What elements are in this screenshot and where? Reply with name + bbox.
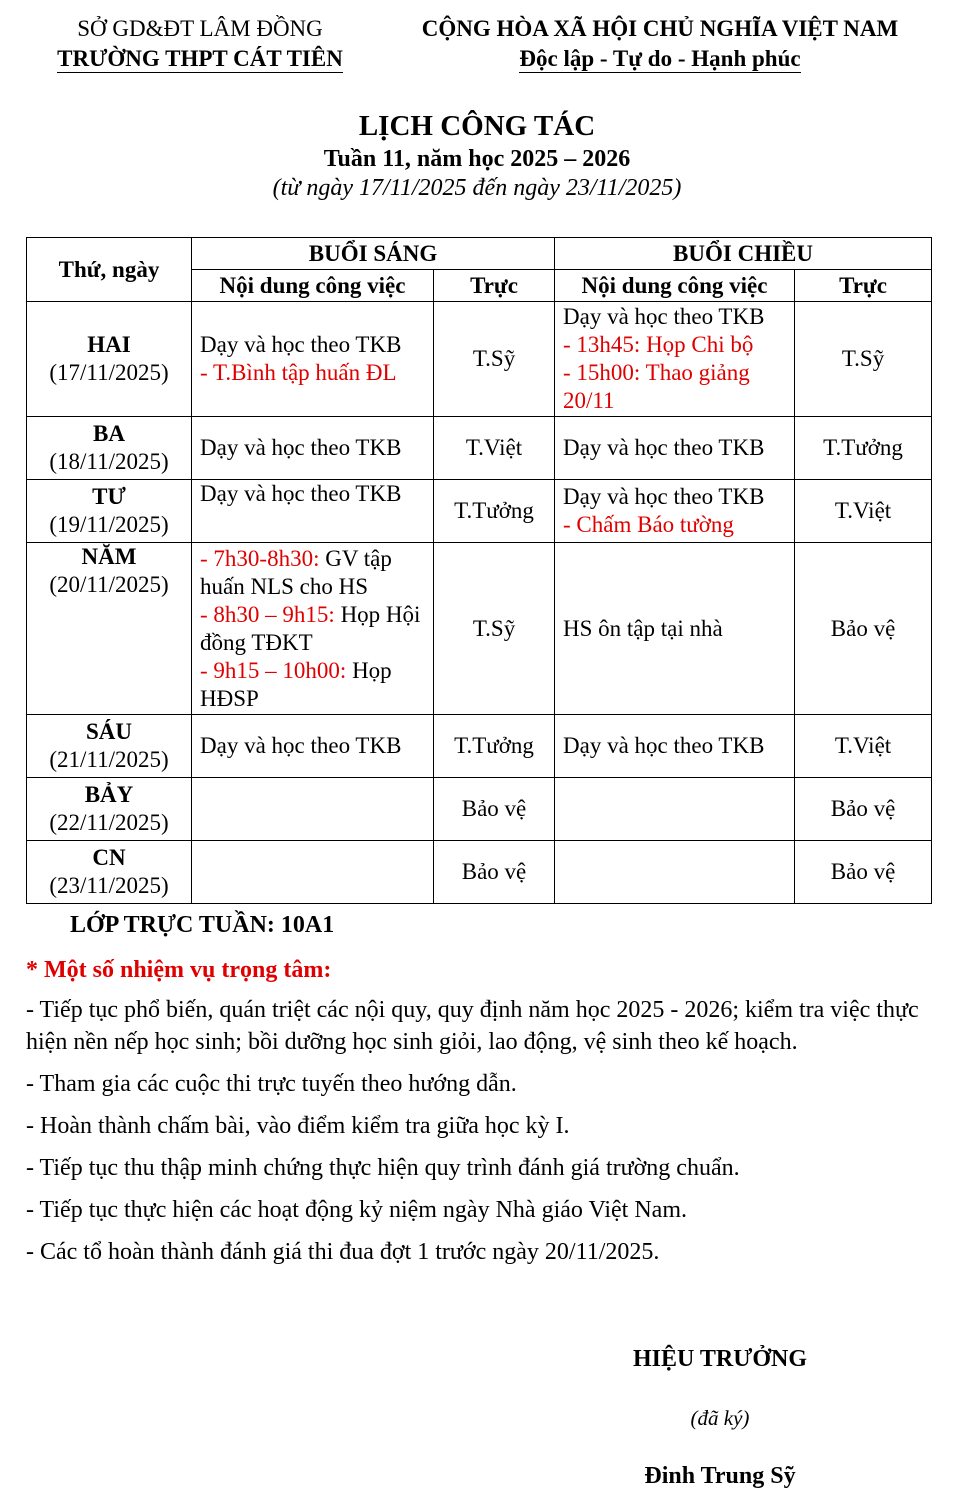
morning-content: Dạy và học theo TKB: [192, 480, 434, 543]
task-item: - Tham gia các cuộc thi trực tuyến theo hướng dẫn.: [26, 1071, 517, 1097]
day-cell: BA (18/11/2025): [27, 417, 192, 480]
morning-content: [192, 841, 434, 904]
day-cell: SÁU (21/11/2025): [27, 715, 192, 778]
key-tasks-heading: * Một số nhiệm vụ trọng tâm:: [26, 957, 332, 983]
morning-content: [192, 778, 434, 841]
morning-header: BUỔI SÁNG: [192, 238, 555, 270]
task-item: - Tiếp tục phổ biến, quán triệt các nội quy, quy định năm học 2025 - 2026; kiểm tra việc thực hiện nền nếp học sinh; bồi dưỡng học sinh giỏi, lao động, vệ sinh theo kế hoạch.: [26, 997, 919, 1055]
afternoon-content: Dạy và học theo TKB - 13h45: Họp Chi bộ - 15h00: Thao giảng 20/11: [555, 302, 795, 417]
document-title: LỊCH CÔNG TÁC: [358, 110, 596, 142]
schedule-table: [26, 237, 932, 904]
afternoon-content-header: Nội dung công việc: [555, 270, 795, 302]
date-range: (từ ngày 17/11/2025 đến ngày 23/11/2025): [272, 175, 682, 201]
table-row: [27, 715, 932, 778]
week-title: Tuần 11, năm học 2025 – 2026: [323, 146, 631, 172]
task-item: - Các tổ hoàn thành đánh giá thi đua đợt 1 trước ngày 20/11/2025.: [26, 1239, 660, 1265]
signer-name: Đinh Trung Sỹ: [644, 1463, 796, 1489]
table-row: [27, 417, 932, 480]
country-name: CỘNG HÒA XÃ HỘI CHỦ NGHĨA VIỆT NAM: [421, 16, 899, 41]
department-name: SỞ GD&ĐT LÂM ĐỒNG: [77, 16, 323, 41]
table-row: [27, 543, 932, 715]
afternoon-duty: T.Việt: [795, 715, 932, 778]
afternoon-content: HS ôn tập tại nhà: [555, 543, 795, 715]
morning-content-header: Nội dung công việc: [192, 270, 434, 302]
signed-note: (đã ký): [690, 1406, 750, 1430]
morning-duty-header: Trực: [434, 270, 555, 302]
afternoon-duty-header: Trực: [795, 270, 932, 302]
day-cell: NĂM (20/11/2025): [27, 543, 192, 715]
table-header-row: [27, 238, 932, 270]
motto: Độc lập - Tự do - Hạnh phúc: [519, 46, 801, 71]
afternoon-duty: T.Việt: [795, 480, 932, 543]
morning-duty: Bảo vệ: [434, 778, 555, 841]
signer-role: HIỆU TRƯỞNG: [632, 1346, 808, 1372]
col-day-header: Thứ, ngày: [27, 238, 192, 302]
afternoon-duty: T.Sỹ: [795, 302, 932, 417]
task-item: - Tiếp tục thu thập minh chứng thực hiện quy trình đánh giá trường chuẩn.: [26, 1155, 740, 1181]
morning-duty: T.Sỹ: [434, 302, 555, 417]
afternoon-content: Dạy và học theo TKB: [555, 715, 795, 778]
day-cell: BẢY (22/11/2025): [27, 778, 192, 841]
afternoon-content: [555, 841, 795, 904]
afternoon-content: Dạy và học theo TKB - Chấm Báo tường: [555, 480, 795, 543]
morning-content: - 7h30-8h30: GV tập huấn NLS cho HS - 8h30 – 9h15: Họp Hội đồng TĐKT - 9h15 – 10h00: Họp HĐSP: [192, 543, 434, 715]
day-cell: CN (23/11/2025): [27, 841, 192, 904]
afternoon-header: BUỔI CHIỀU: [555, 238, 932, 270]
department-header: [40, 14, 360, 74]
morning-content: Dạy và học theo TKB: [192, 715, 434, 778]
morning-duty: T.Việt: [434, 417, 555, 480]
national-header: [395, 14, 925, 74]
morning-duty: T.Sỹ: [434, 543, 555, 715]
duty-class: LỚP TRỰC TUẦN: 10A1: [70, 912, 335, 938]
morning-content: Dạy và học theo TKB: [192, 417, 434, 480]
table-row: [27, 302, 932, 417]
morning-duty: T.Tưởng: [434, 715, 555, 778]
table-row: [27, 778, 932, 841]
afternoon-duty: Bảo vệ: [795, 841, 932, 904]
key-tasks: [26, 954, 931, 1278]
afternoon-duty: T.Tưởng: [795, 417, 932, 480]
day-cell: HAI (17/11/2025): [27, 302, 192, 417]
table-row: [27, 480, 932, 543]
day-cell: TƯ (19/11/2025): [27, 480, 192, 543]
school-name: TRƯỜNG THPT CÁT TIÊN: [57, 46, 343, 71]
morning-content: Dạy và học theo TKB - T.Bình tập huấn ĐL: [192, 302, 434, 417]
morning-duty: T.Tưởng: [434, 480, 555, 543]
afternoon-content: [555, 778, 795, 841]
afternoon-content: Dạy và học theo TKB: [555, 417, 795, 480]
afternoon-duty: Bảo vệ: [795, 543, 932, 715]
task-item: - Tiếp tục thực hiện các hoạt động kỷ niệm ngày Nhà giáo Việt Nam.: [26, 1197, 687, 1223]
afternoon-duty: Bảo vệ: [795, 778, 932, 841]
task-item: - Hoàn thành chấm bài, vào điểm kiểm tra giữa học kỳ I.: [26, 1113, 570, 1139]
morning-duty: Bảo vệ: [434, 841, 555, 904]
table-row: [27, 841, 932, 904]
